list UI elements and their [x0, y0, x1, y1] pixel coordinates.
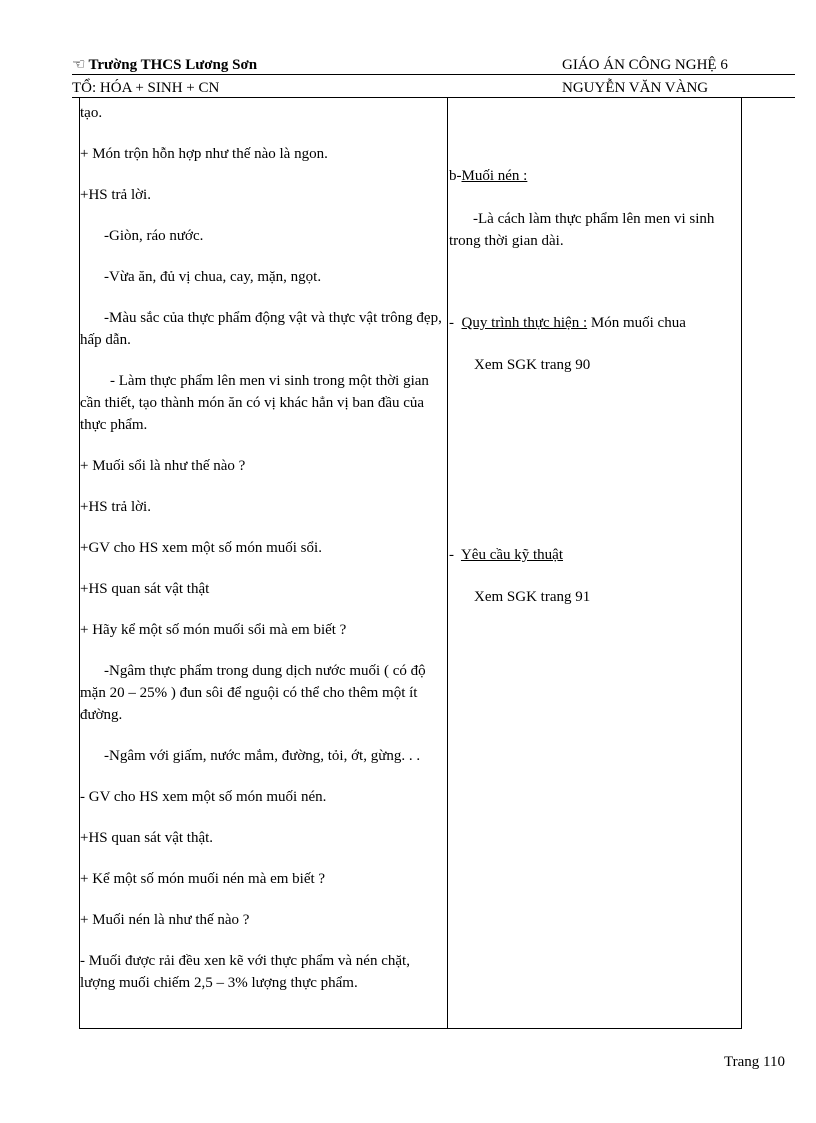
process-reference: Xem SGK trang 90 — [474, 357, 591, 373]
left-paragraph: + Muối sổi là như thế nào ? — [80, 458, 246, 474]
left-paragraph: -Ngâm với giấm, nước mắm, đường, tỏi, ớt, gừng. . . — [104, 748, 421, 764]
school-name-text: Trường THCS Lương Sơn — [88, 57, 258, 73]
requirement-prefix: - — [449, 547, 461, 563]
left-paragraph: +HS trả lời. — [80, 187, 151, 203]
requirement-reference: Xem SGK trang 91 — [474, 589, 591, 605]
left-paragraph: +HS quan sát vật thật. — [80, 830, 214, 846]
left-paragraph: - Làm thực phẩm lên men vi sinh trong một thời gian cần thiết, tạo thành món ăn có vị khác hẳn vị ban đầu của thực phẩm. — [80, 373, 429, 433]
left-paragraph: - GV cho HS xem một số món muối nén. — [80, 789, 327, 805]
section-prefix: b- — [449, 168, 462, 184]
document-title: GIÁO ÁN CÔNG NGHỆ 6 — [562, 57, 728, 73]
left-paragraph: +GV cho HS xem một số món muối sổi. — [80, 540, 322, 556]
left-paragraph: tạo. — [80, 105, 103, 121]
section-title: Muối nén : — [461, 168, 528, 184]
left-paragraph: + Món trộn hỗn hợp như thế nào là ngon. — [80, 146, 328, 162]
left-paragraph: +HS quan sát vật thật — [80, 581, 210, 597]
page-number: Trang 110 — [724, 1054, 785, 1070]
department: TỔ: HÓA + SINH + CN — [72, 80, 220, 96]
left-paragraph: + Kể một số món muối nén mà em biết ? — [80, 871, 326, 887]
column-divider — [447, 98, 448, 1029]
process-label: Quy trình thực hiện : — [461, 315, 588, 331]
requirement-item — [449, 544, 737, 566]
left-paragraph: +HS trả lời. — [80, 499, 151, 515]
right-column — [449, 165, 737, 608]
left-paragraph: - Muối được rải đều xen kẽ với thực phẩm và nén chặt, lượng muối chiếm 2,5 – 3% lượng thực phẩm. — [80, 953, 410, 991]
requirement-label: Yêu cầu kỹ thuật — [460, 547, 564, 563]
left-paragraph: -Ngâm thực phẩm trong dung dịch nước muối ( có độ mặn 20 – 25% ) đun sôi để nguội có thể cho thêm một ít đường. — [80, 663, 426, 723]
left-paragraph: + Hãy kể một số món muối sổi mà em biết ? — [80, 622, 347, 638]
pointing-hand-icon: ☜ — [72, 57, 86, 73]
left-paragraph: -Vừa ăn, đủ vị chua, cay, mặn, ngọt. — [104, 269, 322, 285]
section-definition: -Là cách làm thực phẩm lên men vi sinh trong thời gian dài. — [449, 211, 715, 249]
left-paragraph: -Giòn, ráo nước. — [104, 228, 204, 244]
section-heading-muoi-nen — [449, 165, 737, 187]
left-column — [80, 102, 442, 994]
process-item — [449, 312, 737, 334]
left-paragraph: + Muối nén là như thế nào ? — [80, 912, 250, 928]
left-paragraph: -Màu sắc của thực phẩm động vật và thực vật trông đẹp, hấp dẫn. — [80, 310, 442, 348]
process-prefix: - — [449, 315, 462, 331]
school-name — [72, 57, 257, 73]
header-rule-top — [72, 74, 795, 75]
author-name: NGUYỄN VĂN VÀNG — [562, 80, 709, 96]
process-value: Món muối chua — [587, 315, 686, 331]
